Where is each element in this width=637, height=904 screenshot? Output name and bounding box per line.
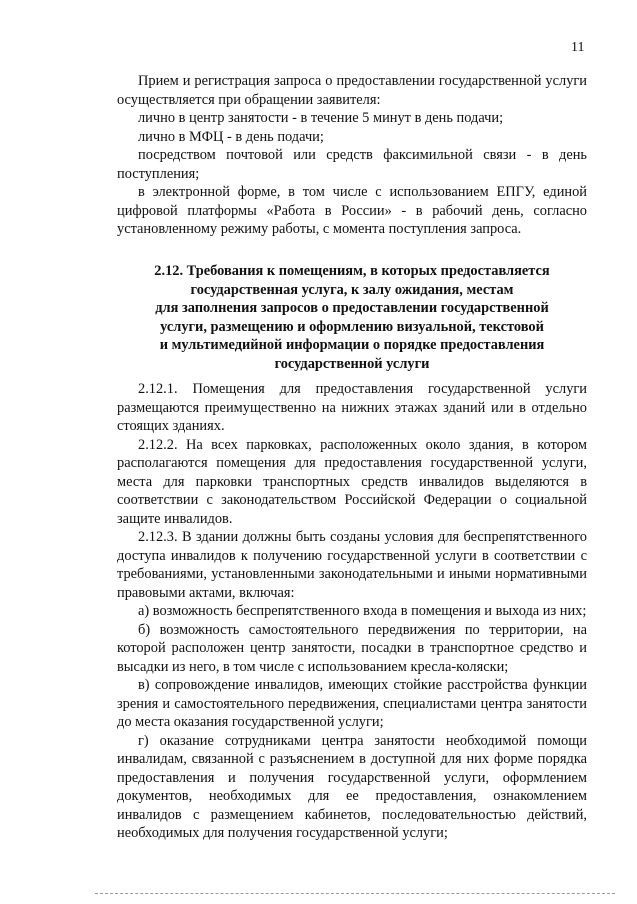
clause-2-12-3: 2.12.3. В здании должны быть созданы условия для беспрепятственного доступа инвалидов к получению государственной услуги в соответствии с требованиями, установленными законодательными и иными нормативными правовыми актами, включая: xyxy=(117,529,587,601)
intro-paragraph: Прием и регистрация запроса о предоставлении государственной услуги осуществляется при обращении заявителя: xyxy=(117,73,587,108)
list-item-g: г) оказание сотрудниками центра занятости необходимой помощи инвалидам, связанной с разъяснением в доступной для них форме порядка предоставления и получения государственной услуги, оформлением документов, необходимых для ее предоставления, ознакомлением инвалидов с размещением кабинетов, последовательностью действий, необходимых для получения государственной услуги; xyxy=(117,732,587,841)
clause-2-12-2: 2.12.2. На всех парковках, расположенных около здания, в котором располагаются помещения для предоставления государственной услуги, места для парковки транспортных средств инвалидов выделяются в соответствии с законодательством Российской Федерации о социальной защите инвалидов. xyxy=(117,436,587,527)
section-heading-line: услуги, размещению и оформлению визуальной, текстовой xyxy=(160,318,544,335)
list-item-a: а) возможность беспрепятственного входа в помещения и выхода из них; xyxy=(138,603,587,619)
list-item-b: б) возможность самостоятельного передвижения по территории, на которой расположен центр занятости, посадки в транспортное средство и высадки из него, в том числе с использованием кресла-коляски; xyxy=(117,621,587,675)
section-heading-line: государственная услуга, к залу ожидания, местам xyxy=(190,281,514,298)
intro-block xyxy=(117,72,587,239)
page-number: 11 xyxy=(571,40,585,55)
list-item-v: в) сопровождение инвалидов, имеющих стойкие расстройства функции зрения и самостоятельного передвижения, специалистами центра занятости до места оказания государственной услуги; xyxy=(117,677,587,730)
section-heading-line: для заполнения запросов о предоставлении государственной xyxy=(155,300,549,316)
section-heading-line: 2.12. Требования к помещениям, в которых предоставляется xyxy=(154,263,550,279)
section-heading xyxy=(117,262,587,373)
section-heading-line: государственной услуги xyxy=(274,355,430,372)
bottom-divider xyxy=(95,893,615,894)
intro-item-electronic: в электронной форме, в том числе с использованием ЕПГУ, единой цифровой платформы «Работа в России» - в рабочий день, согласно установленному режиму работы, с момента поступления запроса. xyxy=(117,184,587,237)
clauses-block xyxy=(117,380,587,843)
intro-item-post-fax: посредством почтовой или средств факсимильной связи - в день поступления; xyxy=(117,147,587,182)
intro-item-mfc: лично в МФЦ - в день подачи; xyxy=(138,128,324,145)
intro-item-employment-center: лично в центр занятости - в течение 5 минут в день подачи; xyxy=(138,110,504,126)
section-heading-line: и мультимедийной информации о порядке предоставления xyxy=(159,337,545,353)
clause-2-12-1: 2.12.1. Помещения для предоставления государственной услуги размещаются преимущественно на нижних этажах зданий или в отдельно стоящих зданиях. xyxy=(117,381,587,434)
